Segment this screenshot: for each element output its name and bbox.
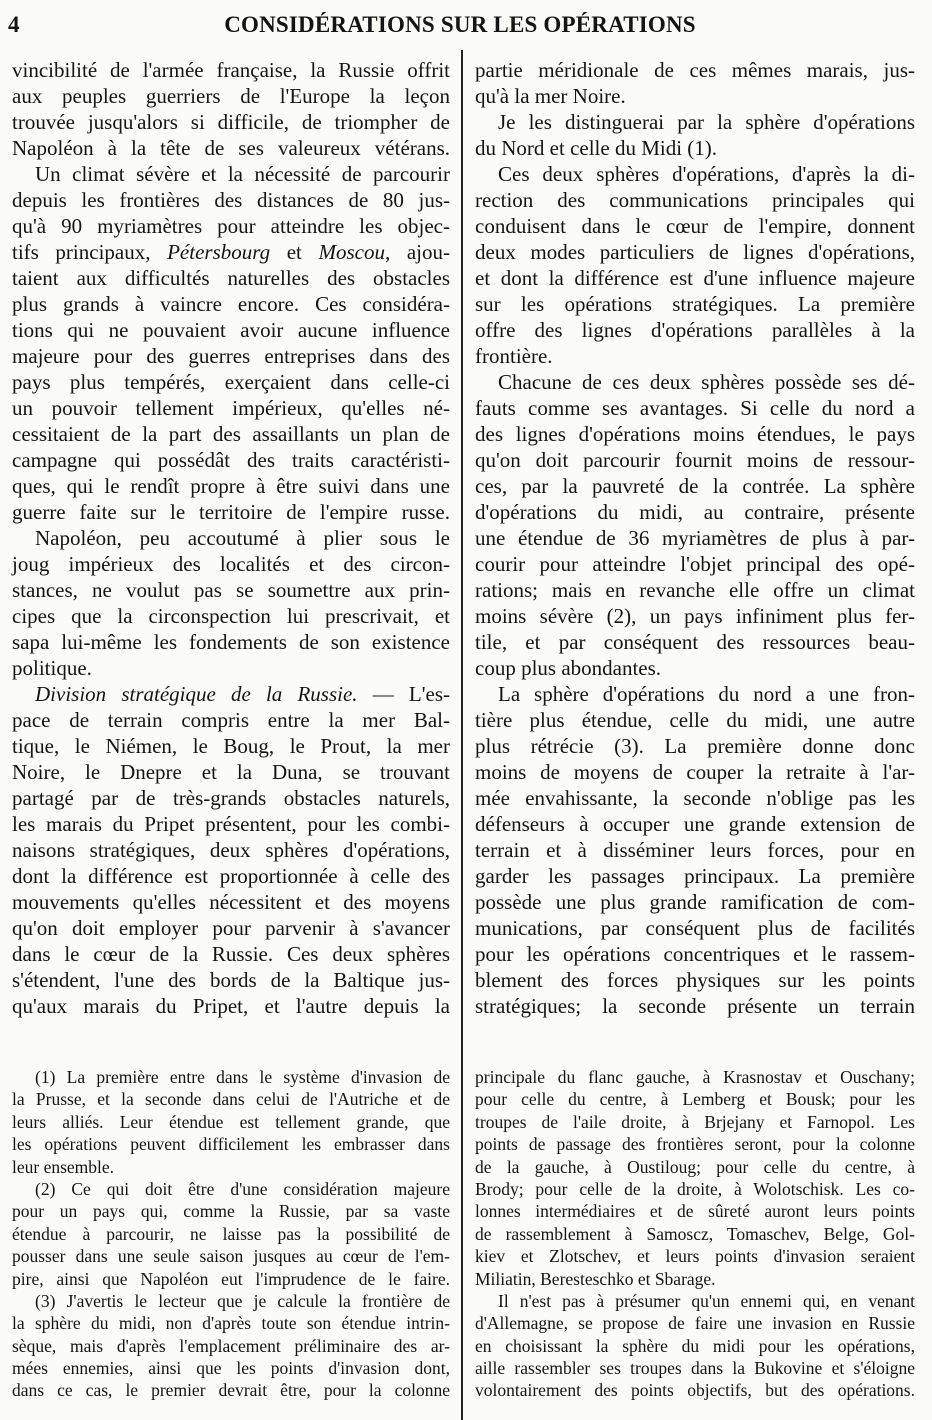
body-line: mée envahissante, la seconde n'oblige pas les: [475, 786, 915, 810]
footnote-line: volontairement des points objectifs, but des opérations.: [475, 1380, 915, 1401]
body-line: des lignes d'opérations moins étendues, le pays: [475, 422, 915, 446]
footnote-line: les opérations peuvent difficilement les embrasser dans: [12, 1134, 450, 1155]
body-line: terrain et à disséminer leurs forces, pour en: [475, 838, 915, 862]
body-line: La sphère d'opérations du nord a une fron-: [498, 682, 915, 706]
footnotes-left: [12, 1066, 450, 1402]
body-line: campagne qui possédât des traits caractéristi-: [12, 448, 450, 472]
footnote-line: de rassemblement à Samoscz, Tomaschev, Belge, Gol-: [475, 1223, 915, 1244]
footnote-line: pour un pays qui, comme la Russie, par sa vaste: [12, 1201, 450, 1222]
body-line: [12, 239, 450, 265]
body-line: stances, ne voulut pas se soumettre aux prin-: [12, 578, 450, 602]
footnote-line: Miliatin, Beresteschko et Sbarage.: [475, 1268, 716, 1289]
footnote-line: (3) J'avertis le lecteur que je calcule la frontière de: [35, 1290, 450, 1311]
body-line: Napoléon, peu accoutumé à plier sous le: [35, 526, 450, 550]
body-line: conduisent dans le cœur de l'empire, donnent: [475, 214, 915, 238]
body-line: qu'aux marais du Pripet, et l'autre depuis la: [12, 994, 450, 1018]
body-line: qu'on doit parcourir fournit moins de ressour-: [475, 448, 915, 472]
body-line: aux peuples guerriers de l'Europe la leçon: [12, 84, 450, 108]
text-run: et: [270, 240, 319, 264]
body-line: plus grands à vaincre encore. Ces considéra-: [12, 292, 450, 316]
italic-place-name: Moscou: [318, 240, 385, 264]
italic-place-name: Pétersbourg: [167, 240, 271, 264]
footnote-line: lonnes intermédiaires et de sûreté auront leurs points: [475, 1201, 915, 1222]
body-line: et dont la différence est d'une influence majeure: [475, 266, 915, 290]
footnote-line: étendue à parcourir, ne laisse pas la possibilité de: [12, 1223, 450, 1244]
footnote-line: (1) La première entre dans le système d'invasion de: [35, 1067, 450, 1087]
body-line: sur les opérations stratégiques. La première: [475, 292, 915, 316]
body-line: d'opérations du midi, au contraire, présente: [475, 500, 915, 524]
right-column: [475, 57, 915, 1019]
running-head: CONSIDÉRATIONS SUR LES OPÉRATIONS: [224, 12, 696, 37]
body-line: cipes que la circonspection lui prescrivait, et: [12, 604, 450, 628]
body-line: tière plus étendue, celle du midi, une autre: [475, 708, 915, 732]
body-line: qu'à la mer Noire.: [475, 84, 626, 108]
body-line: qu'à 90 myriamètres pour atteindre les objec-: [12, 214, 450, 238]
body-line: une étendue de 36 myriamètres de plus à par-: [475, 526, 915, 550]
footnote-line: pour celle du centre, à Lemberg et Bousk; pour les: [475, 1089, 915, 1110]
footnote-line: leur ensemble.: [12, 1156, 115, 1177]
body-line: qu'on doit employer pour parvenir à s'avancer: [12, 916, 450, 940]
footnote-line: pire, ainsi que Napoléon eut l'imprudence de le faire.: [12, 1268, 450, 1289]
body-line: Noire, le Dnepre et la Duna, se trouvant: [12, 760, 450, 784]
italic-section-title: Division stratégique de la Russie.: [35, 682, 358, 706]
body-line: Napoléon à la tête de ses valeureux vétérans.: [12, 136, 450, 160]
body-line: ques, qui le rendît propre à être suivi dans une: [12, 474, 450, 498]
body-line: tique, le Niémen, le Boug, le Prout, la mer: [12, 734, 450, 758]
body-line: munications, par conséquent plus de facilités: [475, 916, 915, 940]
body-line: ces, par la pauvreté de la contrée. La sphère: [475, 474, 915, 498]
body-line: s'étendent, l'une des bords de la Baltique jus-: [12, 968, 450, 992]
body-line: depuis les frontières des distances de 80 jus-: [12, 188, 450, 212]
footnote-line: dans ce cas, le premier devrait être, pour la colonne: [12, 1380, 450, 1401]
body-line: dans le cœur de la Russie. Ces deux sphères: [12, 942, 450, 966]
body-line: frontière.: [475, 344, 553, 368]
footnote-line: la Prusse, et la seconde dans celui de l'Autriche et de: [12, 1089, 450, 1110]
body-line: blement des forces physiques sur les points: [475, 968, 915, 992]
body-line: guerre faite sur le territoire de l'empire russe.: [12, 500, 450, 524]
body-line: trouvée jusqu'alors si difficile, de triompher de: [12, 110, 450, 134]
footnote-line: Il n'est pas à présumer qu'un ennemi qui, en venant: [498, 1290, 915, 1311]
body-line: Un climat sévère et la nécessité de parcourir: [35, 162, 450, 186]
text-run: , ajou-: [385, 240, 450, 264]
footnote-line: principale du flanc gauche, à Krasnostav et Ouschany;: [475, 1067, 915, 1087]
body-line: tile, et par conséquent des ressources beau-: [475, 630, 915, 654]
footnote-line: (2) Ce qui doit être d'une considération majeure: [35, 1178, 450, 1199]
body-line: plus rétrécie (3). La première donne donc: [475, 734, 915, 758]
body-line: pour les opérations concentriques et le rassem-: [475, 942, 915, 966]
footnote-line: de la gauche, à Oustiloug; pour celle du centre, à: [475, 1156, 915, 1177]
body-line: mouvements qu'elles nécessitent et des moyens: [12, 890, 450, 914]
body-line: rations; mais en revanche elle offre un climat: [475, 578, 915, 602]
body-line: défenseurs à occuper une grande extension de: [475, 812, 915, 836]
body-line: politique.: [12, 656, 92, 680]
body-line: stratégiques; la seconde présente un terrain: [475, 994, 915, 1018]
body-line: rection des communications principales qui: [475, 188, 915, 212]
body-line: un pouvoir tellement impérieux, qu'elles né-: [12, 396, 450, 420]
footnote-line: troupes de l'aile droite, à Brjejany et Farnopol. Les: [475, 1111, 915, 1132]
body-line: [12, 681, 450, 707]
body-line: offre des lignes d'opérations parallèles à la: [475, 318, 915, 342]
footnote-line: kiev et Zlotschev, et leurs points d'invasion seraient: [475, 1246, 915, 1267]
page-number: 4: [8, 12, 20, 37]
column-rule: [461, 50, 463, 1420]
left-column: [12, 57, 450, 1019]
body-line: possède une plus grande ramification de com-: [475, 890, 915, 914]
body-line: dont la différence est proportionnée à celle des: [12, 864, 450, 888]
body-line: majeure pour des guerres entreprises dans des: [12, 344, 450, 368]
body-line: naisons stratégiques, deux sphères d'opérations,: [12, 838, 450, 862]
body-line: Chacune de ces deux sphères possède ses dé-: [498, 370, 915, 394]
body-line: vincibilité de l'armée française, la Russie offrit: [12, 58, 450, 82]
body-line: moins de moyens de couper la retraite à l'ar-: [475, 760, 915, 784]
body-line: Ces deux sphères d'opérations, d'après la di-: [498, 162, 915, 186]
body-line: cessitaient de la part des assaillants un plan de: [12, 422, 450, 446]
body-line: du Nord et celle du Midi (1).: [475, 136, 718, 160]
body-line: pays plus tempérés, exerçaient dans celle-ci: [12, 370, 450, 394]
body-line: pace de terrain compris entre la mer Bal-: [12, 708, 450, 732]
body-line: deux modes particuliers de lignes d'opérations,: [475, 240, 915, 264]
footnote-line: points de passage des frontières seront, pour la colonne: [475, 1134, 915, 1155]
footnote-line: aille rassembler ses troupes dans la Bukovine et s'éloigne: [475, 1358, 915, 1379]
text-run: tifs principaux,: [12, 240, 168, 264]
body-line: moins sévère (2), un pays infiniment plus fer-: [475, 604, 915, 628]
footnote-line: mées ennemies, ainsi que les points d'invasion dont,: [12, 1358, 450, 1379]
body-line: coup plus abondantes.: [475, 656, 662, 680]
body-line: partagé par de très-grands obstacles naturels,: [12, 786, 450, 810]
footnote-line: la sphère du midi, non d'après toute son étendue intrin-: [12, 1313, 450, 1334]
footnote-line: leurs alliés. Leur étendue est tellement grande, que: [12, 1111, 450, 1132]
footnotes-right: [475, 1066, 915, 1402]
body-line: sapa lui-même les fondements de son existence: [12, 630, 450, 654]
body-line: garder les passages principaux. La première: [475, 864, 915, 888]
body-line: courir pour atteindre l'objet principal des opé-: [475, 552, 915, 576]
footnote-line: sèque, mais d'après l'emplacement préliminaire des ar-: [12, 1335, 450, 1356]
body-line: joug impérieux des localités et des circon-: [12, 552, 450, 576]
text-run: — L'es-: [357, 682, 450, 706]
body-line: taient aux difficultés naturelles des obstacles: [12, 266, 450, 290]
footnote-line: d'Allemagne, se propose de faire une invasion en Russie: [475, 1313, 915, 1334]
body-line: tions qui ne pouvaient avoir aucune influence: [12, 318, 450, 342]
footnote-line: pousser dans une seule saison jusques au cœur de l'em-: [12, 1246, 450, 1267]
body-line: les marais du Pripet présentent, pour les combi-: [12, 812, 450, 836]
footnote-line: Brody; pour celle de la droite, à Wolotschisk. Les co-: [475, 1178, 915, 1199]
body-line: Je les distinguerai par la sphère d'opérations: [498, 110, 915, 134]
body-line: fauts comme ses avantages. Si celle du nord a: [475, 396, 915, 420]
footnote-line: en choisissant la sphère du midi pour les opérations,: [475, 1335, 915, 1356]
body-line: partie méridionale de ces mêmes marais, jus-: [475, 58, 915, 82]
